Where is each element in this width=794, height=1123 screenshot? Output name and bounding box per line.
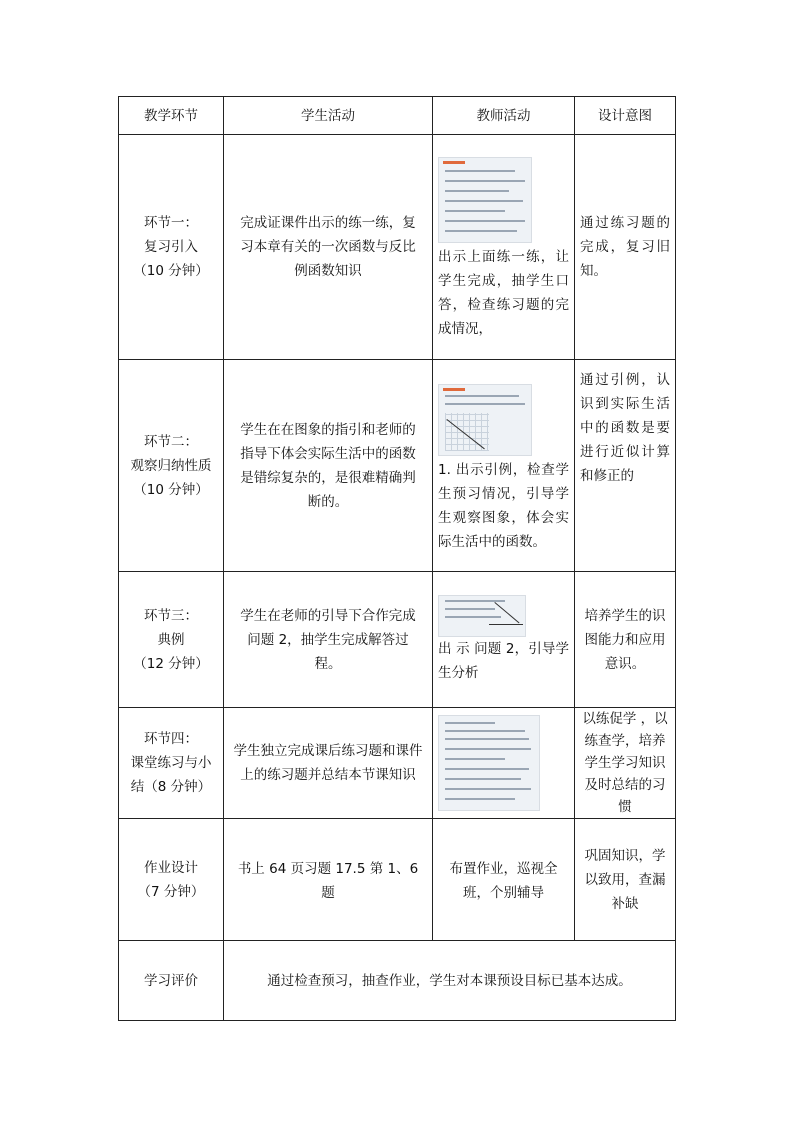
practice-summary-slide-thumbnail xyxy=(438,715,540,811)
student-activity-cell: 书上 64 页习题 17.5 第 1、6 题 xyxy=(224,819,433,941)
problem-2-slide-thumbnail xyxy=(438,595,526,637)
design-intent-cell: 通过练习题的完成，复习旧知。 xyxy=(575,135,676,360)
teacher-activity-cell xyxy=(433,708,575,819)
header-student-activity: 学生活动 xyxy=(224,97,433,135)
teacher-text: 出 示 问题 2，引导学生分析 xyxy=(438,640,569,681)
stage-cell: 环节一： 复习引入 （10 分钟） xyxy=(119,135,224,360)
teacher-text: 1. 出示引例，检查学生预习情况，引导学生观察图象，体会实际生活中的函数。 xyxy=(438,462,569,550)
table-row xyxy=(119,708,676,819)
student-activity-cell: 完成证课件出示的练一练，复习本章有关的一次函数与反比例函数知识 xyxy=(224,135,433,360)
teacher-activity-cell: 布置作业，巡视全班，个别辅导 xyxy=(433,819,575,941)
example-graph-slide-thumbnail xyxy=(438,384,532,456)
teacher-activity-cell xyxy=(433,572,575,708)
design-intent-cell: 巩固知识，学以致用，查漏补缺 xyxy=(575,819,676,941)
stage-cell: 环节四： 课堂练习与小结（8 分钟） xyxy=(119,708,224,819)
stage-cell: 作业设计 （7 分钟） xyxy=(119,819,224,941)
design-intent-cell: 培养学生的识图能力和应用意识。 xyxy=(575,572,676,708)
teacher-text: 出示上面练一练，让学生完成，抽学生口答，检查练习题的完成情况， xyxy=(438,249,569,337)
table-row xyxy=(119,819,676,941)
lesson-plan-table xyxy=(118,96,676,1021)
header-row xyxy=(119,97,676,135)
student-activity-cell: 学生在在图象的指引和老师的指导下体会实际生活中的函数是错综复杂的，是很难精确判断的。 xyxy=(224,360,433,572)
stage-cell: 环节三： 典例 （12 分钟） xyxy=(119,572,224,708)
evaluation-text: 通过检查预习，抽查作业，学生对本课预设目标已基本达成。 xyxy=(224,941,676,1021)
teacher-activity-cell xyxy=(433,360,575,572)
exercise-slide-thumbnail xyxy=(438,157,532,243)
header-teacher-activity: 教师活动 xyxy=(433,97,575,135)
evaluation-label: 学习评价 xyxy=(119,941,224,1021)
design-intent-cell: 以练促学 ，以练查学，培养学生学习知识及时总结的习惯 xyxy=(575,708,676,819)
student-activity-cell: 学生在老师的引导下合作完成问题 2，抽学生完成解答过程。 xyxy=(224,572,433,708)
header-design-intent: 设计意图 xyxy=(575,97,676,135)
table-row xyxy=(119,572,676,708)
header-stage: 教学环节 xyxy=(119,97,224,135)
table-row xyxy=(119,135,676,360)
student-activity-cell: 学生独立完成课后练习题和课件上的练习题并总结本节课知识 xyxy=(224,708,433,819)
evaluation-row xyxy=(119,941,676,1021)
table-row xyxy=(119,360,676,572)
teacher-activity-cell xyxy=(433,135,575,360)
stage-cell: 环节二： 观察归纳性质 （10 分钟） xyxy=(119,360,224,572)
design-intent-cell: 通过引例，认识到实际生活中的函数是要进行近似计算和修正的 xyxy=(575,360,676,572)
